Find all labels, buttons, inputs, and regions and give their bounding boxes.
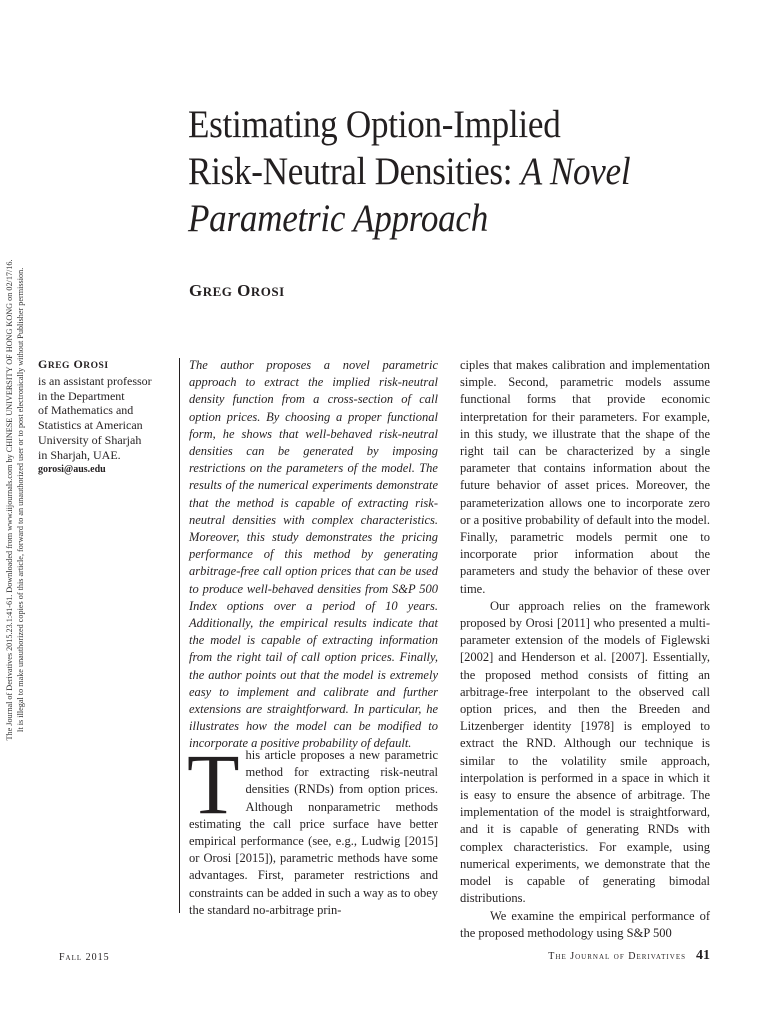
page-number: 41 [696, 948, 710, 963]
drop-cap: T [187, 736, 240, 832]
bio-name [38, 357, 168, 374]
title-line3-italic: Parametric Approach [188, 197, 489, 240]
bio-line: is an assistant professor [38, 373, 152, 388]
download-notice [0, 240, 30, 760]
bio-first-initial: G [38, 357, 48, 371]
body-left-text: his article proposes a new parametric method for extracting risk-neutral densities (RNDs) from option prices. Although nonparametric methods estimating the call price surface have better empirical performance (see, e.g., Ludwig [2015] or Orosi [2015]), parametric methods have some advantages. First, parameter restrictions and constraints can be added in such a way as to obey the standard no-arbitrage prin- [189, 748, 438, 917]
footer-journal-name: The Journal of Derivatives [548, 951, 686, 962]
author-byline [189, 281, 285, 301]
footer-journal [548, 948, 710, 964]
article-title [188, 101, 674, 242]
author-first-initial: G [189, 281, 203, 300]
author-last-rest: ROSI [250, 284, 285, 299]
bio-line: University of Sharjah [38, 432, 142, 447]
body-paragraph: We examine the empirical performance of the proposed methodology using S&P 500 [460, 908, 710, 940]
bio-last-rest: ROSI [83, 361, 109, 371]
author-last-initial: O [237, 281, 251, 300]
body-left-column [187, 736, 438, 919]
bio-line: Statistics at American [38, 418, 143, 433]
author-first-rest: REG [202, 284, 233, 299]
download-notice-line1: The Journal of Derivatives 2015.23.1:41-61. Downloaded from www.iijournals.com by CHINESE UNIVERSITY OF HONG KONG on 02/17/16. [5, 259, 14, 741]
title-line1: Estimating Option-Implied [188, 103, 561, 146]
title-line2-italic: A Novel [520, 150, 631, 193]
author-email[interactable]: gorosi@aus.edu [38, 463, 106, 475]
column-divider [179, 358, 180, 913]
bio-line: in Sharjah, UAE. [38, 447, 121, 462]
footer-issue: Fall 2015 [59, 952, 110, 963]
bio-first-rest: REG [47, 361, 70, 371]
bio-line: of Mathematics and [38, 403, 134, 418]
author-bio [38, 357, 168, 477]
body-right-column [460, 357, 710, 942]
bio-line: in the Department [38, 388, 125, 403]
title-line2-plain: Risk-Neutral Densities: [188, 150, 521, 193]
abstract: The author proposes a novel parametric approach to extract the implied risk-neutral density function from a cross-section of call option prices. By choosing a proper functional form, he shows that well-behaved risk-neutral densities can be generated by imposing restrictions on the parameters of the model. The results of the numerical experiments demonstrate that the method is capable of extracting risk-neutral densities with complex characteristics. Moreover, this study demonstrates the pricing performance of this method by generating arbitrage-free call option prices that can be used to produce well-behaved densities from S&P 500 Index options over a period of 10 years. Additionally, the empirical results indicate that the model is capable of extracting information from the right tail of call option prices. Finally, the author points out that the model is extremely easy to implement and calibrate and further extensions are straightforward. In particular, he illustrates how the model can be modified to incorporate a positive probability of default. [189, 358, 438, 751]
body-paragraph: ciples that makes calibration and implementation simple. Second, parametric models assume functional forms that provide economic interpretation for their parameters. For example, in this study, we illustrate that the shape of the right tail can be characterized by a single parameter that contains information about the future behavior of asset prices. Moreover, the parameterization allows one to incorporate zero or a positive probability of default into the model. Finally, parametric models permit one to incorporate prior information about the parameters and study the behavior of these over time. [460, 358, 710, 596]
bio-last-initial: O [73, 357, 84, 371]
download-notice-line2: It is illegal to make unauthorized copies of this article, forward to an unauthorized user or to post electronically without Publisher permission. [16, 267, 25, 733]
body-paragraph: Our approach relies on the framework proposed by Orosi [2011] who presented a multi-parameter extension of the models of Figlewski [2002] and Henderson et al. [2007]. Essentially, the proposed method consists of fitting an arbitrage-free interpolant to the observed call option prices, and then the Breeden and Litzenberger identity [1978] is employed to extract the RND. Although our technique is similar to the volatility smile approach, interpolation is performed in a space in which it is easy to ensure the absence of arbitrage. The implementation of the model is straightforward, and it is capable of generating RNDs with complex characteristics. For example, using numerical experiments, we demonstrate that the model is capable of generating bimodal distributions. [460, 598, 710, 906]
